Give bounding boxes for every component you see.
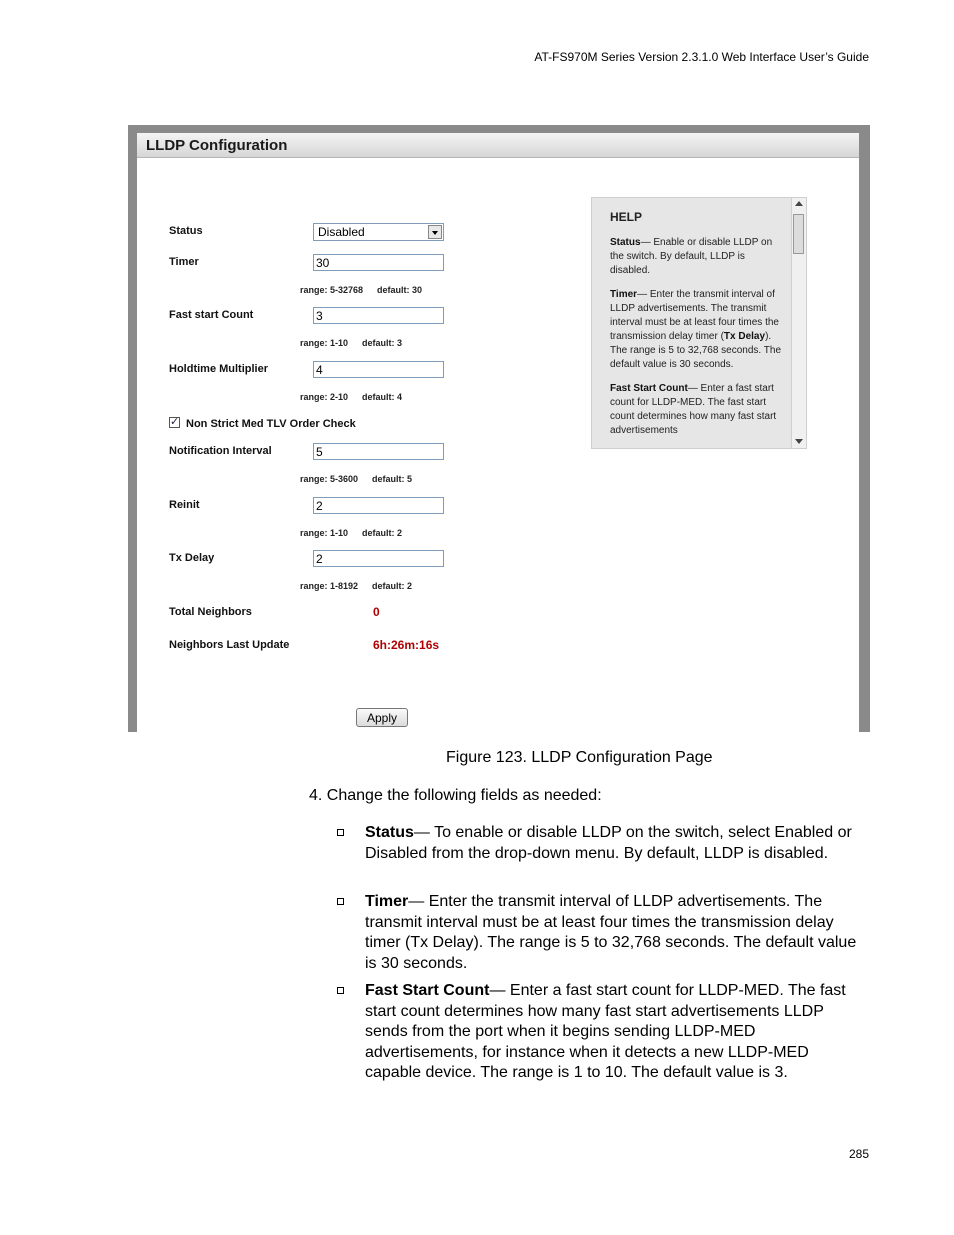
status-label: Status (169, 225, 203, 237)
notification-range (300, 474, 412, 484)
bullet-square-icon (337, 829, 344, 836)
timer-label: Timer (169, 256, 199, 268)
apply-button[interactable]: Apply (356, 708, 408, 727)
notification-range-text: range: 5-3600 (300, 474, 359, 484)
help-scrollbar[interactable] (791, 198, 806, 448)
help-status-term: Status (610, 237, 641, 248)
total-neighbors-value: 0 (373, 605, 380, 619)
fast-start-input[interactable]: 3 (313, 307, 444, 324)
help-title: HELP (610, 210, 643, 224)
reinit-default-text: default: 2 (362, 528, 403, 538)
notification-input[interactable]: 5 (313, 443, 444, 460)
bullet-square-icon (337, 898, 344, 905)
timer-default-text: default: 30 (377, 285, 423, 295)
reinit-input[interactable]: 2 (313, 497, 444, 514)
bullet-term: Timer (365, 893, 409, 910)
tx-delay-range-text: range: 1-8192 (300, 581, 359, 591)
tx-delay-label: Tx Delay (169, 552, 215, 564)
panel-titlebar (137, 133, 859, 158)
reinit-range-text: range: 1-10 (300, 528, 349, 538)
bullet-text: — Enter the transmit interval of LLDP advertisements. The transmit interval must be at least four times the transmission delay timer (Tx Delay). The range is 5 to 32,768 seconds. The default value is 30 seconds. (365, 893, 857, 972)
help-content (610, 210, 782, 448)
non-strict-label: Non Strict Med TLV Order Check (186, 418, 356, 430)
help-timer (610, 288, 782, 372)
help-fsc-term: Fast Start Count (610, 383, 688, 394)
lldp-config-panel (137, 133, 859, 732)
step-text: 4. Change the following fields as needed: (309, 787, 602, 804)
help-fsc-text: — Enter a fast start count for LLDP-MED. The fast start count determines how many fast start advertisements (610, 383, 777, 436)
timer-range-text: range: 5-32768 (300, 285, 364, 295)
bullet-fast-start (337, 981, 867, 1084)
fast-start-default-text: default: 3 (362, 338, 403, 348)
tx-delay-input[interactable]: 2 (313, 550, 444, 567)
total-neighbors-label: Total Neighbors (169, 606, 252, 618)
fast-start-label: Fast start Count (169, 309, 254, 321)
notification-default-text: default: 5 (372, 474, 413, 484)
help-status-text: — Enable or disable LLDP on the switch. By default, LLDP is disabled. (610, 237, 773, 276)
scroll-up-icon[interactable] (795, 201, 803, 206)
bullet-timer (337, 892, 867, 974)
holdtime-label: Holdtime Multiplier (169, 363, 268, 375)
help-timer-term: Timer (610, 289, 638, 300)
reinit-label: Reinit (169, 499, 200, 511)
status-select-value: Disabled (318, 225, 365, 239)
bullet-status (337, 823, 867, 864)
screenshot-frame (128, 125, 870, 732)
notification-label: Notification Interval (169, 445, 272, 457)
bullet-text: — Enter a fast start count for LLDP-MED. The fast start count determines how many fast start advertisements LLDP sends from the port when it begins sending LLDP-MED advertisements, for instance when it detects a new LLDP-MED capable device. The range is 1 to 10. The default value is 3. (365, 982, 846, 1081)
holdtime-range (300, 392, 402, 402)
fast-start-range-text: range: 1-10 (300, 338, 349, 348)
help-panel (591, 197, 807, 449)
scroll-thumb[interactable] (793, 214, 804, 254)
bullet-term: Status (365, 824, 414, 841)
help-status (610, 236, 782, 278)
bullet-term: Fast Start Count (365, 982, 490, 999)
tx-delay-range (300, 581, 412, 591)
page-number: 285 (848, 1147, 869, 1161)
scroll-down-icon[interactable] (795, 439, 803, 444)
running-header: AT-FS970M Series Version 2.3.1.0 Web Interface User’s Guide (534, 50, 869, 64)
timer-input[interactable]: 30 (313, 254, 444, 271)
holdtime-range-text: range: 2-10 (300, 392, 349, 402)
bullet-text: — To enable or disable LLDP on the switch, select Enabled or Disabled from the drop-down menu. By default, LLDP is disabled. (365, 824, 852, 862)
non-strict-checkbox[interactable] (169, 417, 180, 428)
bullet-square-icon (337, 987, 344, 994)
figure-caption: Figure 123. LLDP Configuration Page (446, 749, 713, 766)
help-timer-txdelay: Tx Delay (723, 331, 766, 342)
reinit-range (300, 528, 402, 538)
help-timer-text-2: ). The range is 5 to 32,768 seconds. The default value is 30 seconds. (610, 331, 782, 370)
panel-title: LLDP Configuration (146, 137, 288, 154)
last-update-value: 6h:26m:16s (373, 638, 440, 652)
holdtime-input[interactable]: 4 (313, 361, 444, 378)
chevron-down-icon[interactable] (428, 225, 442, 239)
timer-range (300, 285, 422, 295)
holdtime-default-text: default: 4 (362, 392, 403, 402)
fast-start-range (300, 338, 402, 348)
last-update-label: Neighbors Last Update (169, 639, 290, 651)
help-fsc (610, 382, 782, 438)
help-timer-text-1: — Enter the transmit interval of LLDP advertisements. The transmit interval must be at least four times the transmission delay timer ( (610, 289, 779, 342)
status-select[interactable] (313, 223, 444, 241)
tx-delay-default-text: default: 2 (372, 581, 413, 591)
